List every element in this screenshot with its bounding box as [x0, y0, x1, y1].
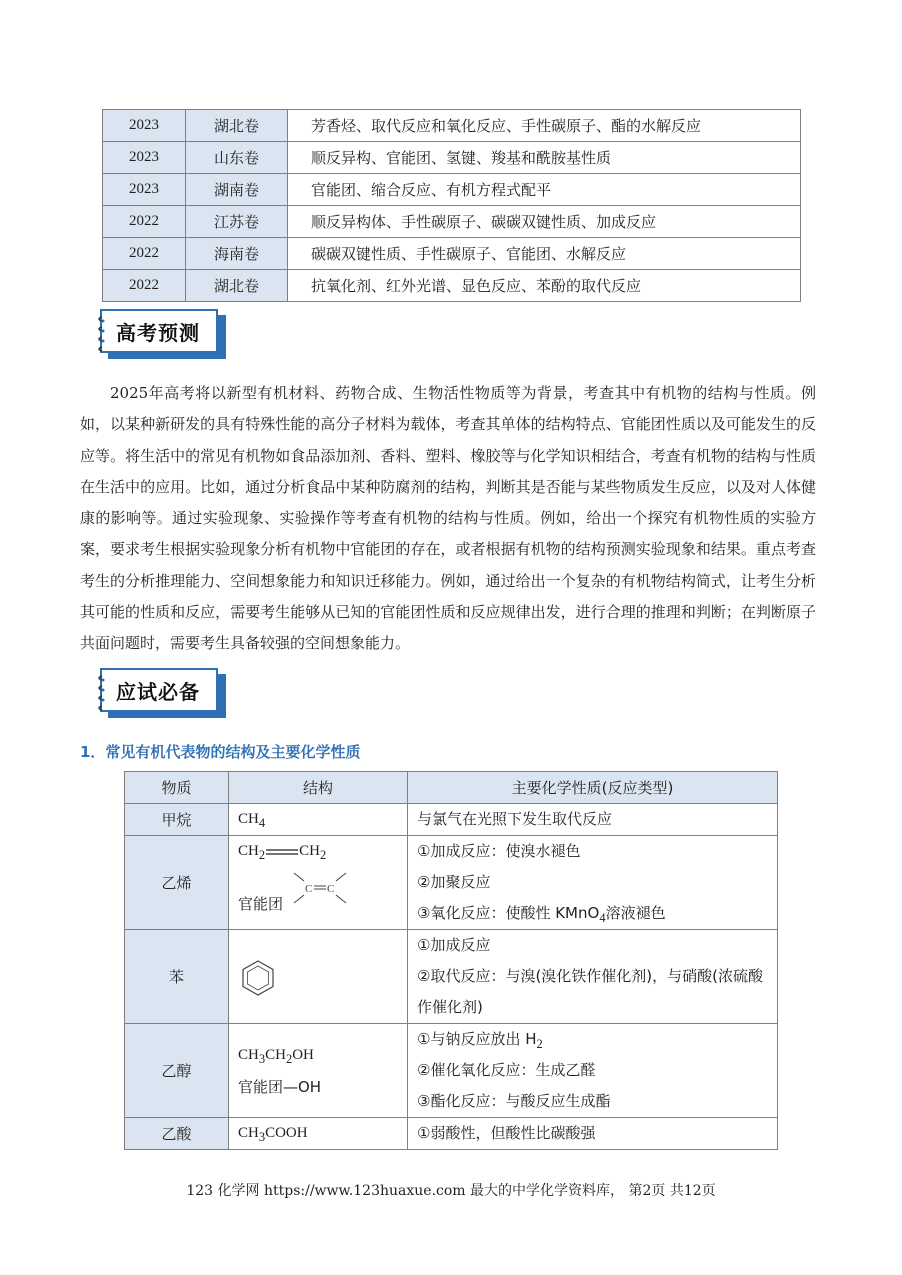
- forecast-banner: [94, 307, 228, 363]
- keywords-cell: 抗氧化剂、红外光谱、显色反应、苯酚的取代反应: [288, 270, 801, 302]
- year-cell: 2022: [103, 270, 186, 302]
- table-row: [125, 930, 778, 1024]
- forecast-paragraph: 2025年高考将以新型有机材料、药物合成、生物活性物质等为背景，考查其中有机物的结构与性质。例如，以某种新研发的具有特殊性能的高分子材料为载体，考查其单体的结构特点、官能团性质以及可能发生的反应等。将生活中的常见有机物如食品添加剂、香料、塑料、橡胶等与化学知识相结合，考查有机物的结构与性质在生活中的应用。比如，通过分析食品中某种防腐剂的结构，判断其是否能与某些物质发生反应，以及对人体健康的影响等。通过实验现象、实验操作等考查有机物的结构与性质。例如，给出一个探究有机物性质的实验方案，要求考生根据实验现象分析有机物中官能团的存在，或者根据有机物的结构预测实验现象和结果。重点考查考生的分析推理能力、空间想象能力和知识迁移能力。例如，通过给出一个复杂的有机物结构简式，让考生分析其可能的性质和反应，需要考生能够从已知的官能团性质和反应规律出发，进行合理的推理和判断；在判断原子共面问题时，需要考生具备较强的空间想象能力。: [80, 384, 816, 653]
- table-row: [103, 174, 801, 206]
- table-row: [125, 804, 778, 836]
- header-properties: 主要化学性质(反应类型): [408, 772, 778, 804]
- section-heading: 1．常见有机代表物的结构及主要化学性质: [80, 743, 361, 761]
- keywords-cell: 顺反异构体、手性碳原子、碳碳双键性质、加成反应: [288, 206, 801, 238]
- properties-ethylene: ①加成反应：使溴水褪色 ②加聚反应 ③氧化反应：使酸性 KMnO$_4$溶液褪色: [408, 836, 778, 930]
- functional-group-label: 官能团: [238, 895, 284, 913]
- substance-ethylene: 乙烯: [125, 836, 229, 930]
- province-cell: 江苏卷: [186, 206, 288, 238]
- table-row: [103, 206, 801, 238]
- table-row: [125, 836, 778, 930]
- organic-compounds-table: [124, 771, 778, 1150]
- structure-acetic-acid: $CH_3COOH$: [229, 1118, 408, 1150]
- table-header-row: [125, 772, 778, 804]
- province-cell: 海南卷: [186, 238, 288, 270]
- table-row: [125, 1118, 778, 1150]
- properties-methane: 与氯气在光照下发生取代反应: [408, 804, 778, 836]
- table-row: [103, 110, 801, 142]
- year-cell: 2023: [103, 142, 186, 174]
- province-cell: 湖北卷: [186, 270, 288, 302]
- substance-methane: 甲烷: [125, 804, 229, 836]
- province-cell: 湖北卷: [186, 110, 288, 142]
- year-cell: 2022: [103, 206, 186, 238]
- header-structure: 结构: [229, 772, 408, 804]
- benzene-ring-icon: [238, 958, 278, 998]
- table-row: [103, 270, 801, 302]
- forecast-title: 高考预测: [116, 321, 200, 345]
- keywords-cell: 芳香烃、取代反应和氧化反应、手性碳原子、酯的水解反应: [288, 110, 801, 142]
- properties-benzene: ①加成反应 ②取代反应：与溴(溴化铁作催化剂)，与硝酸(浓硫酸作催化剂): [408, 930, 778, 1024]
- exam-history-table: [102, 109, 801, 302]
- spiral-binding-icon: [94, 672, 108, 712]
- page-footer: 123 化学网 https://www.123huaxue.com 最大的中学化学资料库， 第2页 共12页: [186, 1183, 716, 1199]
- year-cell: 2023: [103, 110, 186, 142]
- essentials-banner: [94, 666, 228, 722]
- keywords-cell: 顺反异构、官能团、氢键、羧基和酰胺基性质: [288, 142, 801, 174]
- year-cell: 2022: [103, 238, 186, 270]
- table-row: [103, 142, 801, 174]
- properties-acetic-acid: ①弱酸性，但酸性比碳酸强: [408, 1118, 778, 1150]
- keywords-cell: 官能团、缩合反应、有机方程式配平: [288, 174, 801, 206]
- essentials-title: 应试必备: [116, 680, 200, 704]
- keywords-cell: 碳碳双键性质、手性碳原子、官能团、水解反应: [288, 238, 801, 270]
- properties-ethanol: ①与钠反应放出 $H_2$ ②催化氧化反应：生成乙醛 ③酯化反应：与酸反应生成酯: [408, 1024, 778, 1118]
- table-row: [125, 1024, 778, 1118]
- structure-methane: $CH_4$: [229, 804, 408, 836]
- spiral-binding-icon: [94, 313, 108, 353]
- svg-text:C: C: [305, 883, 313, 895]
- province-cell: 湖南卷: [186, 174, 288, 206]
- substance-acetic-acid: 乙酸: [125, 1118, 229, 1150]
- province-cell: 山东卷: [186, 142, 288, 174]
- substance-benzene: 苯: [125, 930, 229, 1024]
- structure-ethylene: $CH_2$ $CH_2$ 官能团 C C: [229, 836, 408, 930]
- substance-ethanol: 乙醇: [125, 1024, 229, 1118]
- double-bond-icon: [265, 847, 299, 857]
- svg-text:C: C: [327, 883, 335, 895]
- year-cell: 2023: [103, 174, 186, 206]
- structure-ethanol: $CH_3CH_2OH$ 官能团—OH: [229, 1024, 408, 1118]
- header-substance: 物质: [125, 772, 229, 804]
- table-row: [103, 238, 801, 270]
- alkene-group-icon: [290, 867, 350, 913]
- structure-benzene: [229, 930, 408, 1024]
